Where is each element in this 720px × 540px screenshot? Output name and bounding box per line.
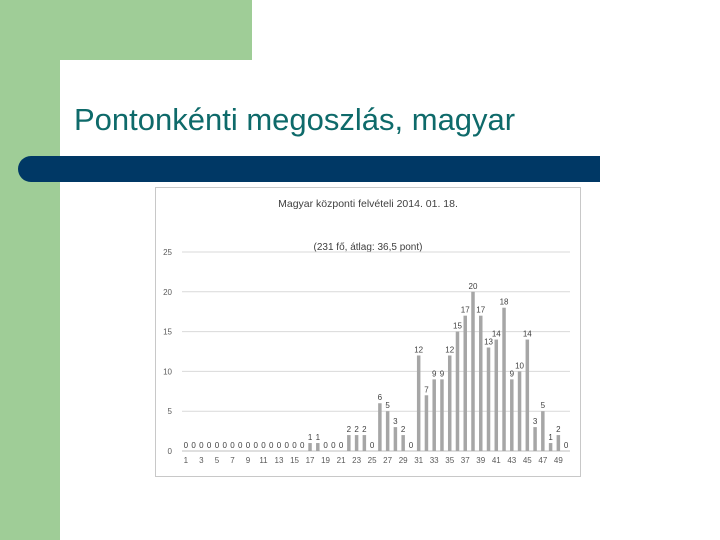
data-label: 9 [509,369,515,379]
data-label: 2 [556,425,561,435]
x-tick-label: 3 [199,456,204,465]
chart-frame [155,187,581,477]
data-label: 2 [400,425,406,435]
bar [463,316,466,451]
data-label: 1 [548,433,553,443]
data-label: 0 [331,441,336,450]
x-tick-label: 41 [491,456,501,465]
x-tick-label: 35 [445,456,455,465]
chart-subtitle: (231 fő, átlag: 36,5 pont) [313,242,423,253]
data-label: 10 [515,361,525,371]
bar [549,443,552,451]
data-label: 0 [183,441,189,450]
data-label: 0 [214,441,220,450]
data-label: 0 [338,441,344,450]
chart-title: Magyar központi felvételi 2014. 01. 18. [278,198,458,210]
bar [386,411,389,451]
bar [316,443,319,451]
y-tick-label: 20 [163,287,172,297]
data-label: 5 [540,401,546,411]
data-label: 3 [393,417,398,427]
y-tick-label: 25 [163,248,172,257]
data-label: 12 [445,345,455,355]
bar [394,427,397,451]
x-tick-label: 47 [538,456,548,465]
x-tick-label: 45 [522,456,532,465]
bar [487,348,490,451]
slide-title: Pontonkénti megoszlás, magyar [74,102,516,137]
data-label: 18 [499,297,509,307]
bar [417,355,420,451]
bar [378,403,381,451]
y-tick-label: 5 [167,407,172,417]
data-label: 7 [424,385,429,395]
data-label: 0 [245,441,251,450]
data-label: 0 [261,441,266,450]
x-tick-label: 43 [507,456,517,465]
y-tick-label: 15 [163,327,172,337]
x-tick-label: 19 [321,456,331,465]
bar [432,379,435,451]
data-label: 14 [491,329,501,339]
bar [471,292,474,451]
data-label: 0 [206,441,212,450]
x-tick-label: 15 [290,456,299,465]
x-tick-label: 31 [414,456,424,465]
x-tick-label: 11 [259,456,268,465]
data-label: 2 [362,425,367,435]
data-label: 17 [460,305,470,315]
title-underline-bar [18,156,600,182]
data-label: 3 [532,417,538,427]
data-label: 14 [522,329,532,339]
bar-chart [156,188,580,476]
x-tick-label: 39 [476,456,486,465]
data-label: 9 [431,369,437,379]
data-label: 0 [191,441,196,450]
bar [533,427,536,451]
data-label: 0 [269,441,274,450]
x-tick-label: 17 [305,456,315,465]
data-label: 2 [354,425,359,435]
bar [448,355,451,451]
bar [363,435,366,451]
data-label: 0 [222,441,227,450]
data-label: 9 [439,369,445,379]
data-label: 0 [230,441,235,450]
bar [502,308,505,451]
data-label: 0 [563,441,569,450]
data-label: 0 [369,441,375,450]
x-tick-label: 23 [352,456,362,465]
bar [518,371,521,451]
bar [440,379,443,451]
data-label: 0 [408,441,414,450]
x-tick-label: 27 [383,456,393,465]
data-label: 2 [346,425,352,435]
y-tick-label: 10 [163,367,172,377]
data-label: 6 [377,393,383,403]
bar [401,435,404,451]
data-label: 0 [284,441,289,450]
x-tick-label: 29 [398,456,408,465]
bar [526,340,529,451]
bar [308,443,311,451]
x-tick-label: 13 [274,456,284,465]
data-label: 0 [300,441,305,450]
data-label: 17 [476,305,486,315]
x-tick-label: 1 [183,456,189,465]
data-label: 0 [253,441,258,450]
x-tick-label: 9 [245,456,251,465]
data-label: 0 [292,441,297,450]
data-label: 0 [237,441,243,450]
data-label: 0 [199,441,204,450]
bar [425,395,428,451]
bar [557,435,560,451]
bar [541,411,544,451]
x-tick-label: 5 [214,456,220,465]
data-label: 1 [307,433,313,443]
data-label: 15 [453,321,462,331]
x-tick-label: 25 [367,456,377,465]
top-green-tab [60,0,252,60]
bar [495,340,498,451]
y-tick-label: 0 [167,447,172,456]
bar [479,316,482,451]
data-label: 12 [414,345,424,355]
x-tick-label: 21 [336,456,346,465]
data-label: 5 [385,401,390,411]
bar [347,435,350,451]
x-tick-label: 33 [429,456,439,465]
data-label: 0 [323,441,328,450]
bar [355,435,358,451]
data-label: 13 [484,337,493,347]
bar [456,332,459,451]
data-label: 1 [315,433,321,443]
data-label: 20 [468,281,478,291]
x-tick-label: 49 [553,456,563,465]
data-label: 0 [276,441,282,450]
left-green-bar [0,0,60,540]
x-tick-label: 7 [230,456,235,465]
x-tick-label: 37 [460,456,470,465]
bar [510,379,513,451]
